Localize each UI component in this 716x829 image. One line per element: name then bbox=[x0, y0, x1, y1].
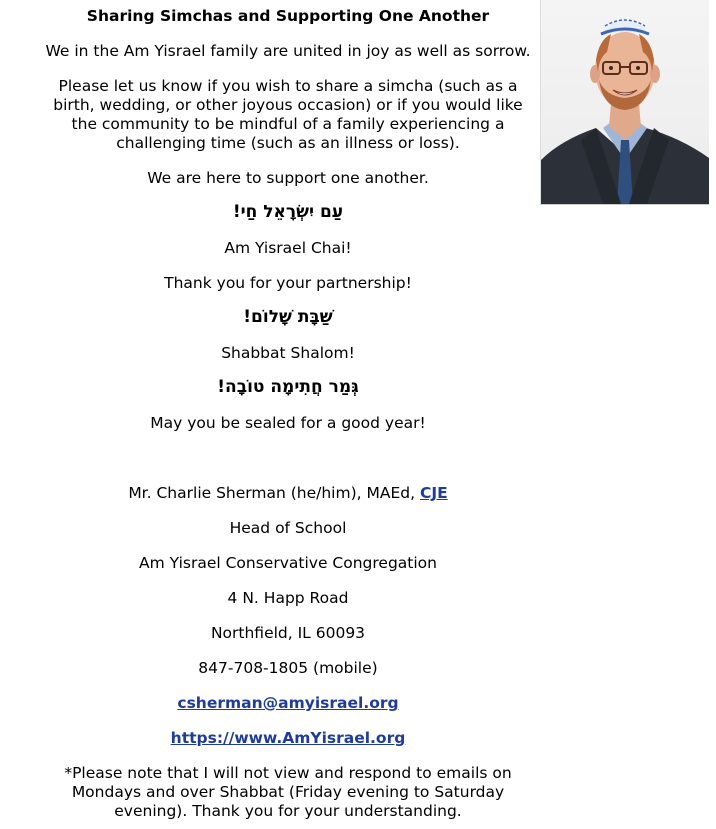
shabbat-shalom-text: Shabbat Shalom! bbox=[221, 344, 355, 362]
section-title: Sharing Simchas and Supporting One Another bbox=[86, 7, 490, 25]
availability-note: *Please note that I will not view and respond to emails on Mondays and over Shabbat (Friday evening to Saturday evening). Thank you for your understanding. bbox=[64, 764, 512, 820]
signature-name-line bbox=[40, 484, 536, 503]
signature-street: 4 N. Happ Road bbox=[227, 589, 349, 607]
support-text: We are here to support one another. bbox=[147, 169, 429, 187]
headshot-photo bbox=[540, 0, 709, 205]
email-line bbox=[40, 694, 536, 713]
signature-phone: 847-708-1805 (mobile) bbox=[198, 659, 378, 677]
thanks-text: Thank you for your partnership! bbox=[164, 274, 412, 292]
cje-link[interactable]: CJE bbox=[419, 484, 448, 502]
request-text: Please let us know if you wish to share a simcha (such as a birth, wedding, or other joyous occasion) or if you would like the community to be mindful of a family experiencing a challenging time (such as an illness or loss). bbox=[53, 77, 523, 152]
website-line bbox=[40, 729, 536, 748]
headshot-illustration bbox=[541, 0, 709, 204]
signature-role: Head of School bbox=[229, 519, 347, 537]
sealed-text: May you be sealed for a good year! bbox=[150, 414, 426, 432]
intro-text: We in the Am Yisrael family are united in joy as well as sorrow. bbox=[45, 42, 531, 60]
hebrew-shabbat-shalom: שַׁבָּת שָׁלוֹם! bbox=[243, 307, 333, 327]
am-yisrael-chai-text: Am Yisrael Chai! bbox=[224, 239, 352, 257]
email-link[interactable]: csherman@amyisrael.org bbox=[177, 694, 399, 712]
hebrew-am-yisrael-chai: עַם יִשְׂרָאֵל חַי! bbox=[232, 202, 344, 222]
signature-organization: Am Yisrael Conservative Congregation bbox=[139, 554, 437, 572]
signature-city: Northfield, IL 60093 bbox=[210, 624, 366, 642]
website-link[interactable]: https://www.AmYisrael.org bbox=[170, 729, 406, 747]
signature-name: Mr. Charlie Sherman (he/him), MAEd, bbox=[128, 484, 420, 502]
hebrew-gmar-chatima: גְּמַר חֲתִימָה טוֹבָה! bbox=[217, 377, 359, 397]
